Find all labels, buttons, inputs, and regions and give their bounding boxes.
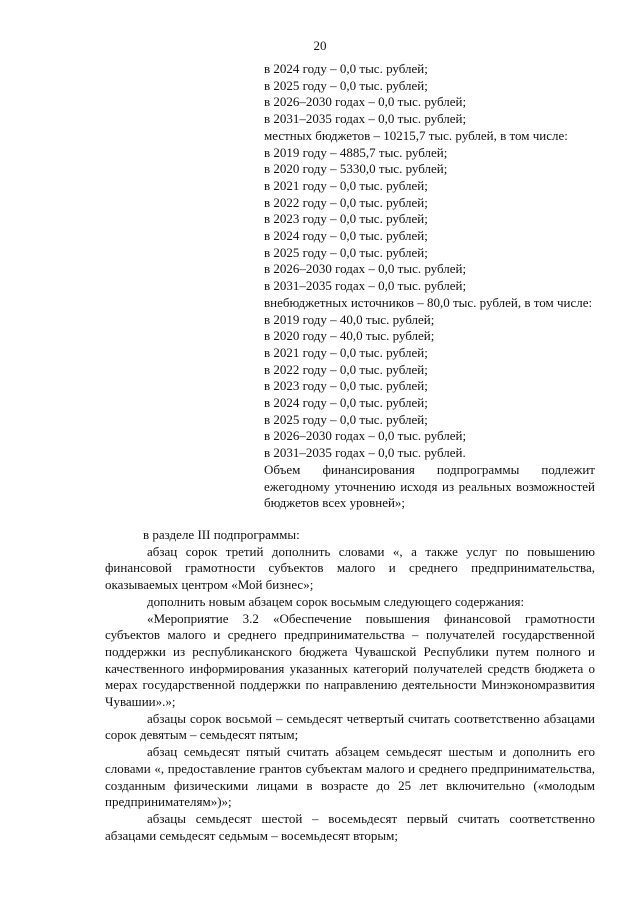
funding-line: в 2021 году – 0,0 тыс. рублей; — [264, 344, 428, 360]
funding-line: в 2023 году – 0,0 тыс. рублей; — [264, 211, 428, 227]
funding-line: в 2022 году – 0,0 тыс. рублей; — [264, 361, 428, 377]
paragraph: абзац семьдесят пятый считать абзацем семьдесят шестым и дополнить его словами «, предоставление грантов субъектам малого и среднего предпринимательства, созданным физическими лицами в возрасте до 25 лет включительно («молодым предпринимателям»)»; — [105, 744, 595, 810]
funding-line: в 2021 году – 0,0 тыс. рублей; — [264, 177, 428, 193]
paragraph: абзац сорок третий дополнить словами «, а также услуг по повышению финансовой грамотности субъектов малого и среднего предпринимательства, оказываемых центром «Мой бизнес»; — [105, 543, 595, 593]
funding-line: в 2019 году – 4885,7 тыс. рублей; — [264, 144, 448, 160]
funding-line: в 2023 году – 0,0 тыс. рублей; — [264, 378, 428, 394]
paragraph: в разделе III подпрограммы: — [143, 527, 300, 542]
financing-block — [264, 61, 595, 512]
paragraph: абзацы семьдесят шестой – восемьдесят первый считать соответственно абзацами семьдесят седьмым – восемьдесят вторым; — [105, 810, 595, 843]
funding-line: в 2020 году – 5330,0 тыс. рублей; — [264, 161, 448, 177]
main-text — [105, 527, 595, 844]
funding-line: в 2019 году – 40,0 тыс. рублей; — [264, 311, 435, 327]
funding-line: в 2025 году – 0,0 тыс. рублей; — [264, 77, 428, 93]
funding-line: в 2025 году – 0,0 тыс. рублей; — [264, 411, 428, 427]
funding-line: в 2031–2035 годах – 0,0 тыс. рублей; — [264, 278, 467, 294]
funding-line: в 2024 году – 0,0 тыс. рублей; — [264, 228, 428, 244]
funding-line: в 2022 году – 0,0 тыс. рублей; — [264, 194, 428, 210]
funding-line: в 2026–2030 годах – 0,0 тыс. рублей; — [264, 261, 467, 277]
funding-line: в 2024 году – 0,0 тыс. рублей; — [264, 61, 428, 76]
funding-line: в 2031–2035 годах – 0,0 тыс. рублей; — [264, 111, 467, 127]
paragraph: абзацы сорок восьмой – семьдесят четвертый считать соответственно абзацами сорок девятым – семьдесят пятым; — [105, 710, 595, 743]
funding-line: в 2024 году – 0,0 тыс. рублей; — [264, 395, 428, 411]
page-number: 20 — [313, 38, 327, 53]
extra-budget-header: внебюджетных источников – 80,0 тыс. рублей, в том числе: — [264, 294, 593, 310]
funding-line: в 2026–2030 годах – 0,0 тыс. рублей; — [264, 94, 467, 110]
funding-line: в 2026–2030 годах – 0,0 тыс. рублей; — [264, 428, 467, 444]
funding-line: в 2031–2035 годах – 0,0 тыс. рублей. — [264, 445, 466, 461]
paragraph: дополнить новым абзацем сорок восьмым следующего содержания: — [147, 593, 525, 609]
local-budgets-header: местных бюджетов – 10215,7 тыс. рублей, в том числе: — [264, 127, 568, 143]
funding-line: в 2020 году – 40,0 тыс. рублей; — [264, 328, 435, 344]
paragraph: «Мероприятие 3.2 «Обеспечение повышения финансовой грамотности субъектов малого и среднего предпринимательства – получателей государственной поддержки из республиканского бюджета Чувашской Республики путем полного и качественного информирования указанных категорий получателей средств бюджета о мерах государственной поддержки по направлению деятельности Минэкономразвития Чувашии».»; — [105, 610, 595, 710]
funding-line: в 2025 году – 0,0 тыс. рублей; — [264, 244, 428, 260]
closing-text: Объем финансирования подпрограммы подлежит ежегодному уточнению исходя из реальных возможностей бюджетов всех уровней»; — [264, 461, 595, 511]
